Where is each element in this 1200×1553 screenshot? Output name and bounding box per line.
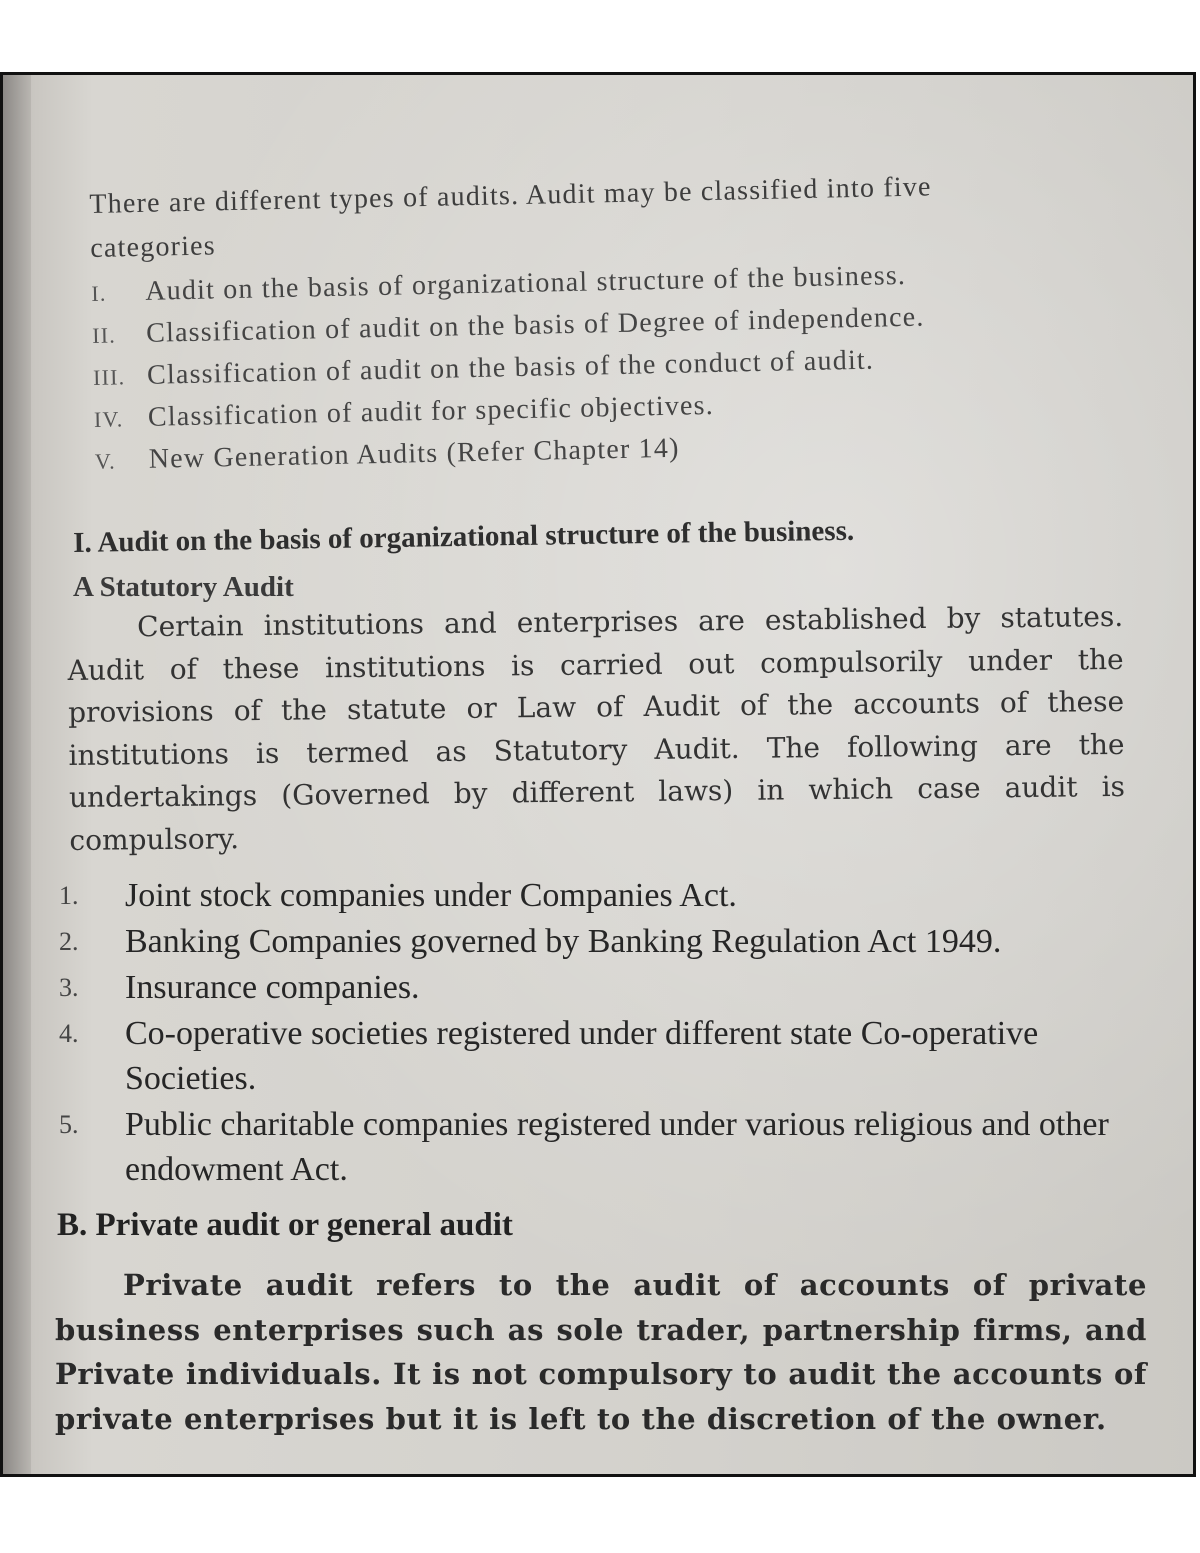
intro-line-1: There are different types of audits. Audit may be classified into five [89, 171, 932, 220]
list-item [59, 873, 1149, 918]
list-item-text: Classification of audit on the basis of Degree of independence. [145, 301, 925, 349]
list-item-number: 5. [59, 1110, 79, 1139]
list-item [59, 919, 1149, 964]
list-item-number: 1. [59, 881, 79, 910]
statutory-undertakings-list [59, 873, 1149, 1193]
list-item-text: Joint stock companies under Companies Act. [125, 877, 737, 914]
list-item-number: II. [91, 322, 117, 348]
list-item [59, 1102, 1149, 1192]
intro-section [89, 161, 1125, 481]
list-item-number: V. [94, 448, 117, 474]
list-item [59, 965, 1149, 1010]
list-item-text: Co-operative societies registered under different state Co-operative Societies. [125, 1015, 1039, 1097]
list-item-text: Insurance companies. [125, 969, 420, 1006]
section-heading-private-audit: B. Private audit or general audit [57, 1207, 513, 1243]
list-item-text: Classification of audit for specific objectives. [147, 389, 715, 433]
list-item-number: IV. [93, 406, 124, 432]
section-heading-organizational: I. Audit on the basis of organizational structure of the business. [73, 514, 855, 559]
subheading-statutory-audit: A Statutory Audit [73, 571, 294, 603]
list-item-number: I. [91, 280, 107, 306]
list-item-number: 2. [59, 927, 79, 956]
page-photo [0, 72, 1196, 1477]
list-item [59, 1011, 1149, 1101]
list-item-text: Banking Companies governed by Banking Regulation Act 1949. [125, 923, 1002, 960]
statutory-audit-paragraph [67, 596, 1126, 862]
list-item-text: Audit on the basis of organizational structure of the business. [144, 259, 907, 307]
intro-line-2: categories [90, 230, 217, 264]
page-content [3, 75, 1193, 1474]
paragraph-text: Certain institutions and enterprises are established by statutes. Audit of these institutions is carried out compulsorily under the provisions of the statute or Law of Audit of the accounts of these institutions is termed as Statutory Audit. The following are the undertakings (Governed by different laws) in which case audit is compulsory. [67, 599, 1126, 857]
list-item-number: 4. [59, 1019, 79, 1048]
list-item-text: Classification of audit on the basis of the conduct of audit. [146, 344, 875, 391]
audit-categories-list [91, 249, 1125, 481]
list-item-number: III. [92, 364, 126, 390]
private-audit-paragraph [55, 1263, 1147, 1441]
list-item-text: Public charitable companies registered under various religious and other endowment Act. [125, 1106, 1109, 1188]
paragraph-text: Private audit refers to the audit of accounts of private business enterprises such as sole trader, partnership firms, and Private individuals. It is not compulsory to audit the accounts of private enterprises but it is left to the discretion of the owner. [55, 1268, 1147, 1436]
list-item-text: New Generation Audits (Refer Chapter 14) [148, 432, 680, 475]
list-item-number: 3. [59, 973, 79, 1002]
